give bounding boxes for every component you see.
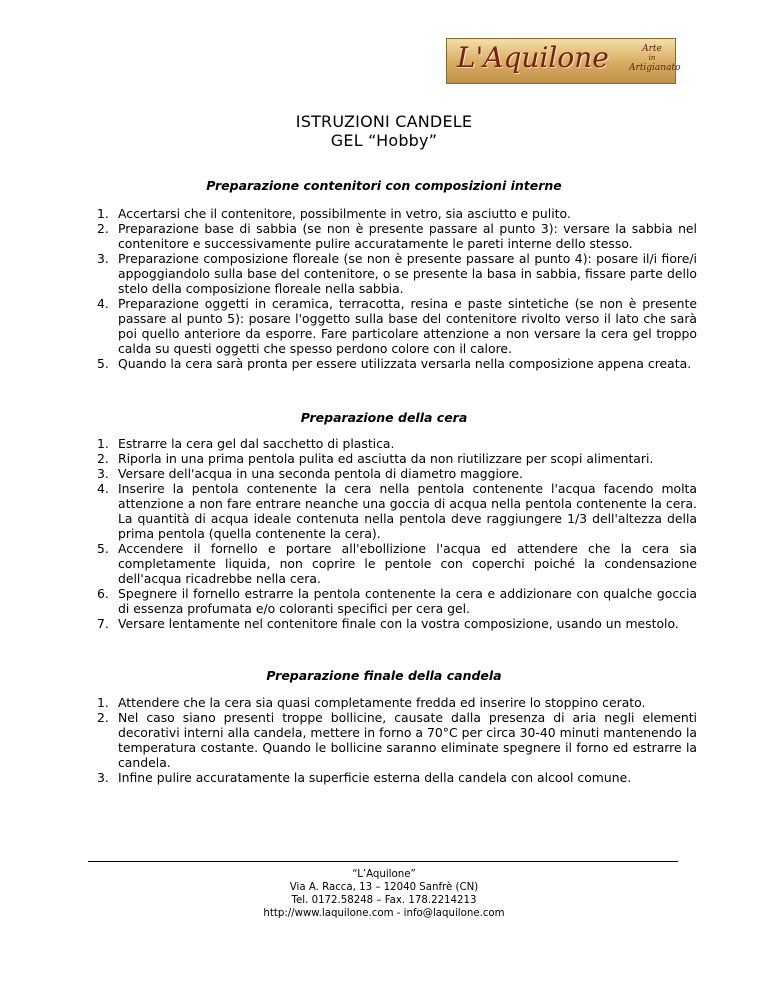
item-text: Inserire la pentola contenente la cera nella pentola contenente l'acqua facendo molta attenzione a non fare entrare neanche una goccia di acqua nella pentola contenente la cera. La quantità di acqua ideale contenuta nella pentola deve raggiungere 1/3 dell'altezza della prima pentola (quella contenente la cera). [118, 481, 697, 541]
list-item [97, 616, 697, 631]
list-item [97, 541, 697, 586]
list-item [97, 466, 697, 481]
list-item [97, 481, 697, 541]
item-text: Preparazione base di sabbia (se non è presente passare al punto 3): versare la sabbia nel contenitore e successivamente pulire accuratamente le pareti interne dello stesso. [118, 221, 697, 251]
item-number: 1. [97, 206, 109, 221]
section-heading-final: Preparazione finale della candela [266, 668, 502, 683]
footer-company-name: “L’Aquilone” [352, 869, 416, 880]
list-item [97, 436, 697, 451]
list-item [97, 356, 697, 371]
item-number: 3. [97, 251, 109, 266]
item-number: 3. [97, 770, 109, 785]
logo-sub-line3: Artigianato [629, 63, 681, 73]
logo-sub-line1: Arte [642, 44, 662, 54]
document-title-line1: ISTRUZIONI CANDELE [295, 112, 473, 131]
list-containers [97, 206, 697, 371]
item-number: 4. [97, 296, 109, 311]
document-title-line2: GEL “Hobby” [330, 131, 438, 150]
item-text: Accendere il fornello e portare all'ebollizione l'acqua ed attendere che la cera sia completamente liquida, non coprire le pentole con coperchi poiché la condensazione dell'acqua ricadrebbe nella cera. [118, 541, 697, 586]
item-text: Versare dell'acqua in una seconda pentola di diametro maggiore. [118, 466, 523, 481]
item-text: Riporla in una prima pentola pulita ed asciutta da non riutilizzare per scopi alimentari. [118, 451, 654, 466]
footer-phone: Tel. 0172.58248 – Fax. 178.2214213 [291, 895, 477, 906]
list-item [97, 695, 697, 710]
list-item [97, 206, 697, 221]
item-number: 6. [97, 586, 109, 601]
list-item [97, 770, 697, 785]
list-item [97, 451, 697, 466]
footer-address: Via A. Racca, 13 – 12040 Sanfrè (CN) [289, 882, 479, 893]
list-wax [97, 436, 697, 631]
item-text: Preparazione composizione floreale (se non è presente passare al punto 4): posare il/i fiore/i appoggiandolo sulla base del contenitore, o se presente la basa in sabbia, fissare parte dello stelo della composizione floreale nella sabbia. [118, 251, 697, 296]
item-number: 5. [97, 356, 109, 371]
item-text: Versare lentamente nel contenitore finale con la vostra composizione, usando un mestolo. [118, 616, 679, 631]
list-item [97, 710, 697, 770]
item-number: 2. [97, 221, 109, 236]
item-number: 4. [97, 481, 109, 496]
list-item [97, 221, 697, 251]
section-heading-wax: Preparazione della cera [300, 410, 468, 425]
list-item [97, 296, 697, 356]
list-final [97, 695, 697, 785]
footer-divider [88, 861, 678, 862]
logo-sub-line2: in [648, 54, 656, 62]
item-text: Quando la cera sarà pronta per essere utilizzata versarla nella composizione appena creata. [118, 356, 692, 371]
item-text: Infine pulire accuratamente la superficie esterna della candela con alcool comune. [118, 770, 632, 785]
list-item [97, 586, 697, 616]
section-heading-containers: Preparazione contenitori con composizioni interne [206, 178, 562, 193]
logo-brand: L'Aquilone [457, 41, 609, 74]
item-text: Preparazione oggetti in ceramica, terracotta, resina e paste sintetiche (se non è presente passare al punto 5): posare l'oggetto sulla base del contenitore rivolto verso il lato che sarà poi quello anteriore da esporre. Fare particolare attenzione a non versare la cera gel troppo calda su questi oggetti che spesso perdono colore con il calore. [118, 296, 697, 356]
footer [0, 868, 768, 920]
item-text: Accertarsi che il contenitore, possibilmente in vetro, sia asciutto e pulito. [118, 206, 571, 221]
item-number: 1. [97, 436, 109, 451]
logo-subtitle [629, 43, 681, 74]
company-logo [446, 38, 681, 84]
item-number: 2. [97, 710, 109, 725]
item-number: 1. [97, 695, 109, 710]
item-text: Estrarre la cera gel dal sacchetto di plastica. [118, 436, 395, 451]
list-item [97, 251, 697, 296]
footer-web: http://www.laquilone.com - info@laquilone.com [263, 908, 505, 919]
item-number: 5. [97, 541, 109, 556]
item-text: Attendere che la cera sia quasi completamente fredda ed inserire lo stoppino cerato. [118, 695, 646, 710]
item-number: 2. [97, 451, 109, 466]
item-text: Nel caso siano presenti troppe bollicine, causate dalla presenza di aria negli elementi decorativi interni alla candela, mettere in forno a 70°C per circa 30-40 minuti mantenendo la temperatura costante. Quando le bollicine saranno eliminate spegnere il forno ed estrarre la candela. [118, 710, 697, 770]
item-text: Spegnere il fornello estrarre la pentola contenente la cera e addizionare con qualche goccia di essenza profumata e/o coloranti specifici per cera gel. [118, 586, 697, 616]
item-number: 3. [97, 466, 109, 481]
item-number: 7. [97, 616, 109, 631]
